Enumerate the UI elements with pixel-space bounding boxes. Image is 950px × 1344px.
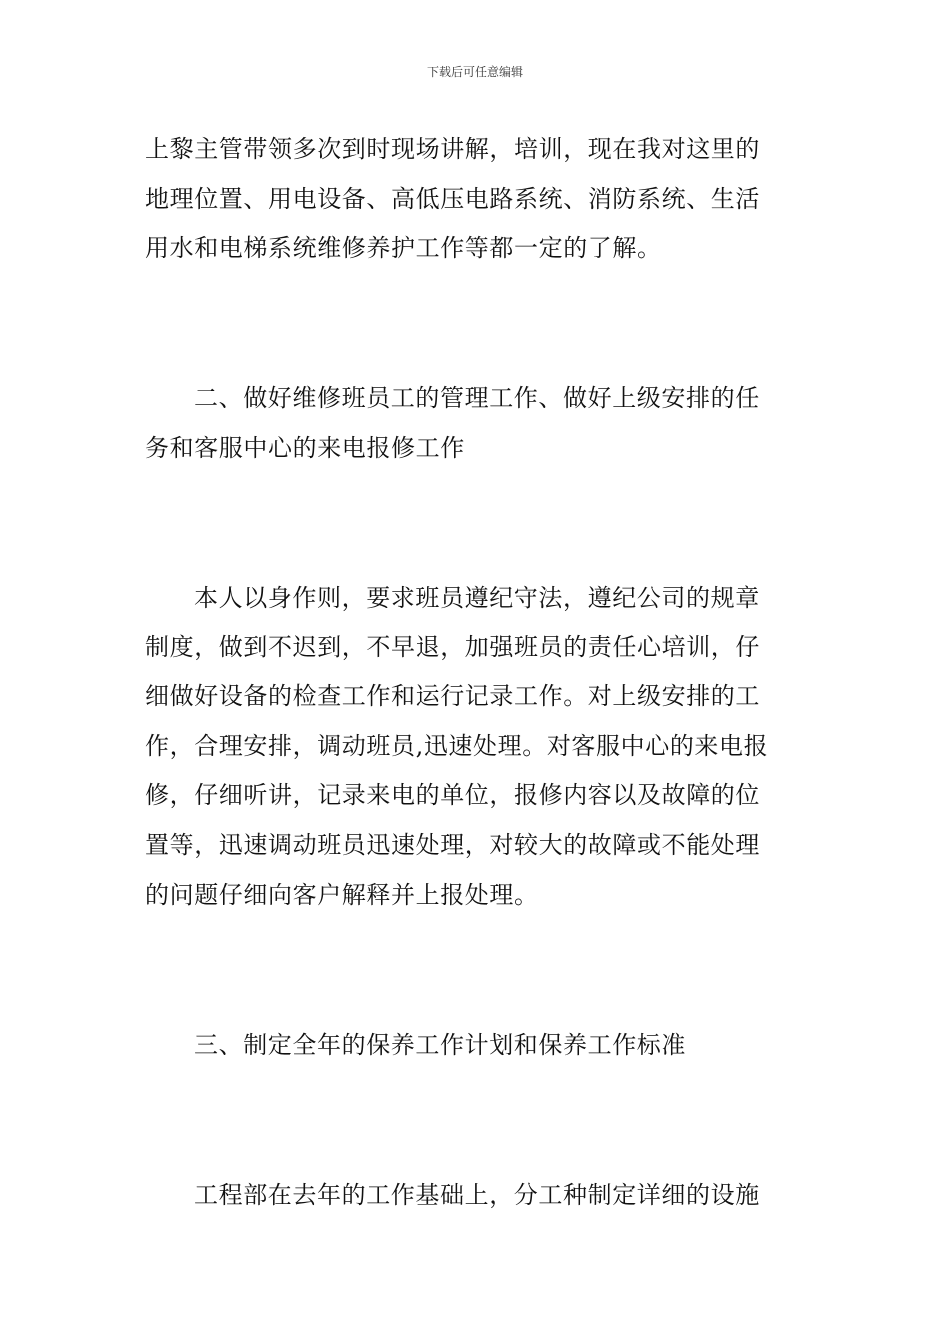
section-heading-line: 务和客服中心的来电报修工作	[145, 434, 465, 462]
paragraph-line: 细做好设备的检查工作和运行记录工作。对上级安排的工	[145, 682, 760, 710]
paragraph-line: 用水和电梯系统维修养护工作等都一定的了解。	[145, 234, 662, 262]
paragraph-line: 置等，迅速调动班员迅速处理，对较大的故障或不能处理	[145, 831, 760, 859]
paragraph-line: 地理位置、用电设备、高低压电路系统、消防系统、生活	[145, 185, 760, 213]
paragraph-line: 修，仔细听讲，记录来电的单位，报修内容以及故障的位	[145, 781, 760, 809]
paragraph-line: 上黎主管带领多次到时现场讲解，培训，现在我对这里的	[145, 135, 760, 163]
paragraph-line: 作，合理安排，调动班员,迅速处理。对客服中心的来电报	[145, 732, 769, 760]
paragraph-line: 本人以身作则，要求班员遵纪守法，遵纪公司的规章	[194, 584, 760, 612]
paragraph-line: 工程部在去年的工作基础上，分工种制定详细的设施	[194, 1181, 760, 1209]
section-heading-line: 三、制定全年的保养工作计划和保养工作标准	[194, 1031, 686, 1059]
paragraph-line: 制度，做到不迟到，不早退，加强班员的责任心培训，仔	[145, 633, 760, 661]
section-heading-line: 二、做好维修班员工的管理工作、做好上级安排的任	[194, 384, 760, 412]
paragraph-line: 的问题仔细向客户解释并上报处理。	[145, 881, 539, 909]
page-header: 下载后可任意编辑	[426, 65, 523, 79]
